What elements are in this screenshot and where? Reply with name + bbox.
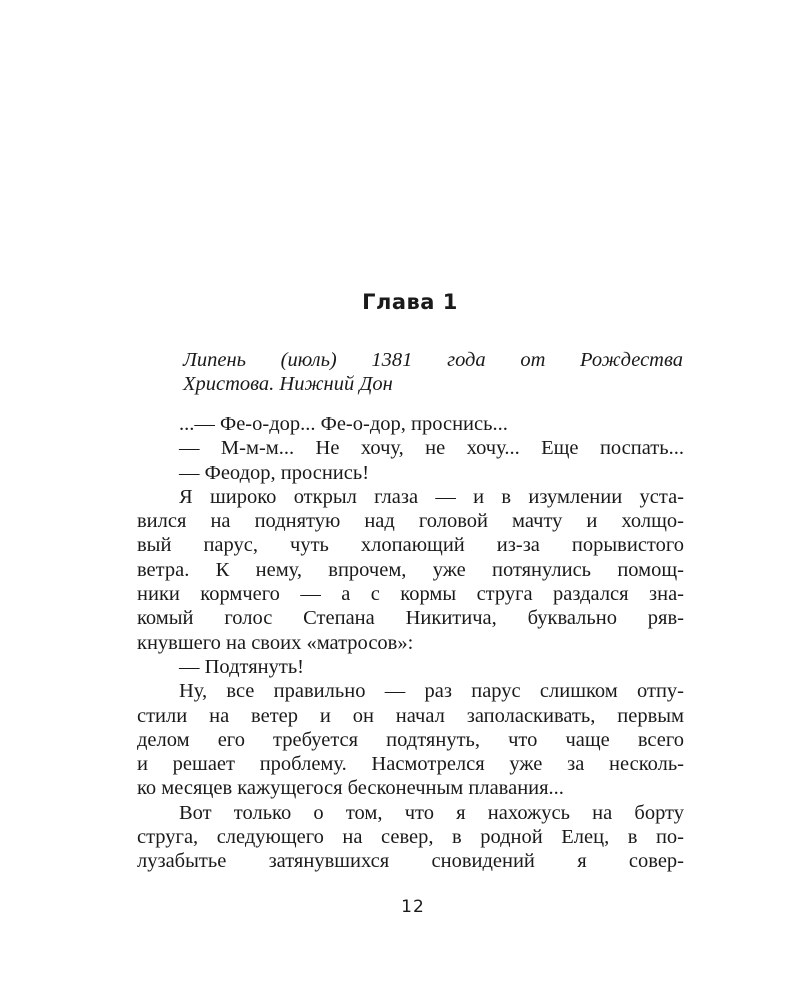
- text-line: вился на поднятую над головой мачту и холщо-: [137, 510, 684, 533]
- text-line: — М-м-м... Не хочу, не хочу... Еще поспать...: [179, 437, 684, 460]
- text-line: кнувшего на своих «матросов»:: [137, 631, 414, 654]
- text-line: лузабытье затянувшихся сновидений я совер-: [137, 850, 684, 873]
- chapter-title: Глава 1: [362, 290, 458, 314]
- text-line: Вот только о том, что я нахожусь на борту: [179, 801, 684, 824]
- text-line: делом его требуется подтянуть, что чаще всего: [137, 728, 684, 751]
- text-line: комый голос Степана Никитича, буквально ряв-: [137, 607, 684, 630]
- text-line: ...— Фе-о-дор... Фе-о-дор, проснись...: [179, 413, 508, 435]
- body-text: [137, 412, 684, 874]
- epigraph-line: Липень (июль) 1381 года от Рождества: [183, 349, 683, 371]
- text-line: ники кормчего — а с кормы струга раздался зна-: [137, 583, 684, 606]
- text-line: — Подтянуть!: [179, 655, 304, 678]
- epigraph: [183, 348, 683, 396]
- epigraph-line: Христова. Нижний Дон: [183, 373, 393, 395]
- text-line: Ну, все правильно — раз парус слишком отпу-: [179, 680, 684, 703]
- text-line: вый парус, чуть хлопающий из-за порывистого: [137, 534, 684, 557]
- page-number: 12: [401, 897, 425, 917]
- text-line: Я широко открыл глаза — и в изумлении уста-: [179, 485, 684, 508]
- text-line: ко месяцев кажущегося бесконечным плавания...: [137, 777, 564, 800]
- text-line: — Феодор, проснись!: [179, 461, 370, 484]
- text-line: струга, следующего на север, в родной Елец, в по-: [137, 826, 684, 849]
- text-line: ветра. К нему, впрочем, уже потянулись помощ-: [137, 558, 684, 581]
- text-line: и решает проблему. Насмотрелся уже за несколь-: [137, 753, 684, 776]
- text-line: стили на ветер и он начал заполаскивать, первым: [137, 704, 684, 727]
